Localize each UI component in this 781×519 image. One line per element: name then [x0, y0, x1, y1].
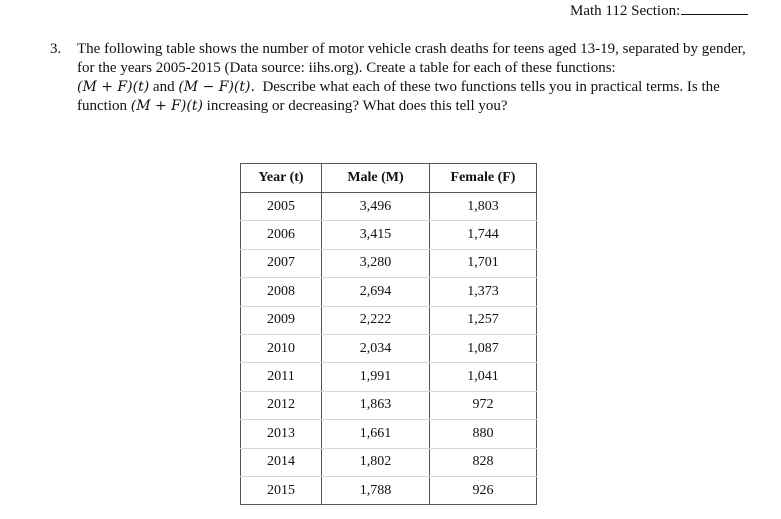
- cell-year: 2007: [241, 249, 322, 277]
- cell-female: 1,041: [430, 363, 537, 391]
- function-sum-again: (M + F)(t): [130, 98, 203, 114]
- cell-male: 3,496: [322, 193, 430, 221]
- question-intro: The following table shows the number of motor vehicle crash deaths for teens aged 13-19, separated by gender, for the years 2005-2015 (Data source: iihs.org). Create a table for each of these functions:: [77, 41, 746, 76]
- cell-year: 2010: [241, 334, 322, 362]
- cell-male: 1,991: [322, 363, 430, 391]
- cell-male: 1,788: [322, 476, 430, 504]
- question-3: [50, 40, 750, 116]
- cell-female: 1,257: [430, 306, 537, 334]
- cell-female: 926: [430, 476, 537, 504]
- function-sum: (M + F)(t): [77, 79, 150, 95]
- table-body: [241, 193, 537, 505]
- question-number: 3.: [50, 41, 62, 57]
- cell-male: 3,280: [322, 249, 430, 277]
- section-label: Math 112 Section:: [570, 3, 681, 19]
- column-header-female: Female (F): [430, 164, 537, 193]
- cell-male: 2,034: [322, 334, 430, 362]
- cell-year: 2005: [241, 193, 322, 221]
- cell-female: 880: [430, 420, 537, 448]
- table-header-row: [241, 164, 537, 193]
- table-row: [241, 363, 537, 391]
- table-row: [241, 334, 537, 362]
- cell-year: 2006: [241, 221, 322, 249]
- cell-year: 2013: [241, 420, 322, 448]
- table-row: [241, 221, 537, 249]
- cell-male: 1,863: [322, 391, 430, 419]
- cell-female: 972: [430, 391, 537, 419]
- cell-female: 1,701: [430, 249, 537, 277]
- crash-deaths-table: [240, 163, 537, 505]
- section-header: [570, 2, 748, 20]
- table-row: [241, 306, 537, 334]
- table-row: [241, 278, 537, 306]
- table-row: [241, 476, 537, 504]
- cell-male: 2,222: [322, 306, 430, 334]
- question-and: and: [152, 79, 175, 95]
- cell-male: 2,694: [322, 278, 430, 306]
- cell-male: 1,661: [322, 420, 430, 448]
- table-row: [241, 420, 537, 448]
- question-text: [77, 40, 750, 116]
- cell-female: 1,087: [430, 334, 537, 362]
- function-difference: (M − F)(t).: [178, 79, 255, 95]
- cell-male: 1,802: [322, 448, 430, 476]
- cell-year: 2008: [241, 278, 322, 306]
- question-ending: increasing or decreasing? What does this tell you?: [206, 98, 508, 114]
- cell-year: 2014: [241, 448, 322, 476]
- cell-female: 1,744: [430, 221, 537, 249]
- cell-female: 1,803: [430, 193, 537, 221]
- table-row: [241, 448, 537, 476]
- cell-year: 2015: [241, 476, 322, 504]
- table-row: [241, 193, 537, 221]
- table-row: [241, 391, 537, 419]
- cell-male: 3,415: [322, 221, 430, 249]
- column-header-male: Male (M): [322, 164, 430, 193]
- column-header-year: Year (t): [241, 164, 322, 193]
- cell-female: 1,373: [430, 278, 537, 306]
- cell-year: 2012: [241, 391, 322, 419]
- cell-year: 2011: [241, 363, 322, 391]
- table-row: [241, 249, 537, 277]
- cell-year: 2009: [241, 306, 322, 334]
- question-describe: Describe what each of these two functions tells you in practical terms. Is the function: [77, 79, 720, 114]
- section-blank-line: [681, 2, 748, 15]
- cell-female: 828: [430, 448, 537, 476]
